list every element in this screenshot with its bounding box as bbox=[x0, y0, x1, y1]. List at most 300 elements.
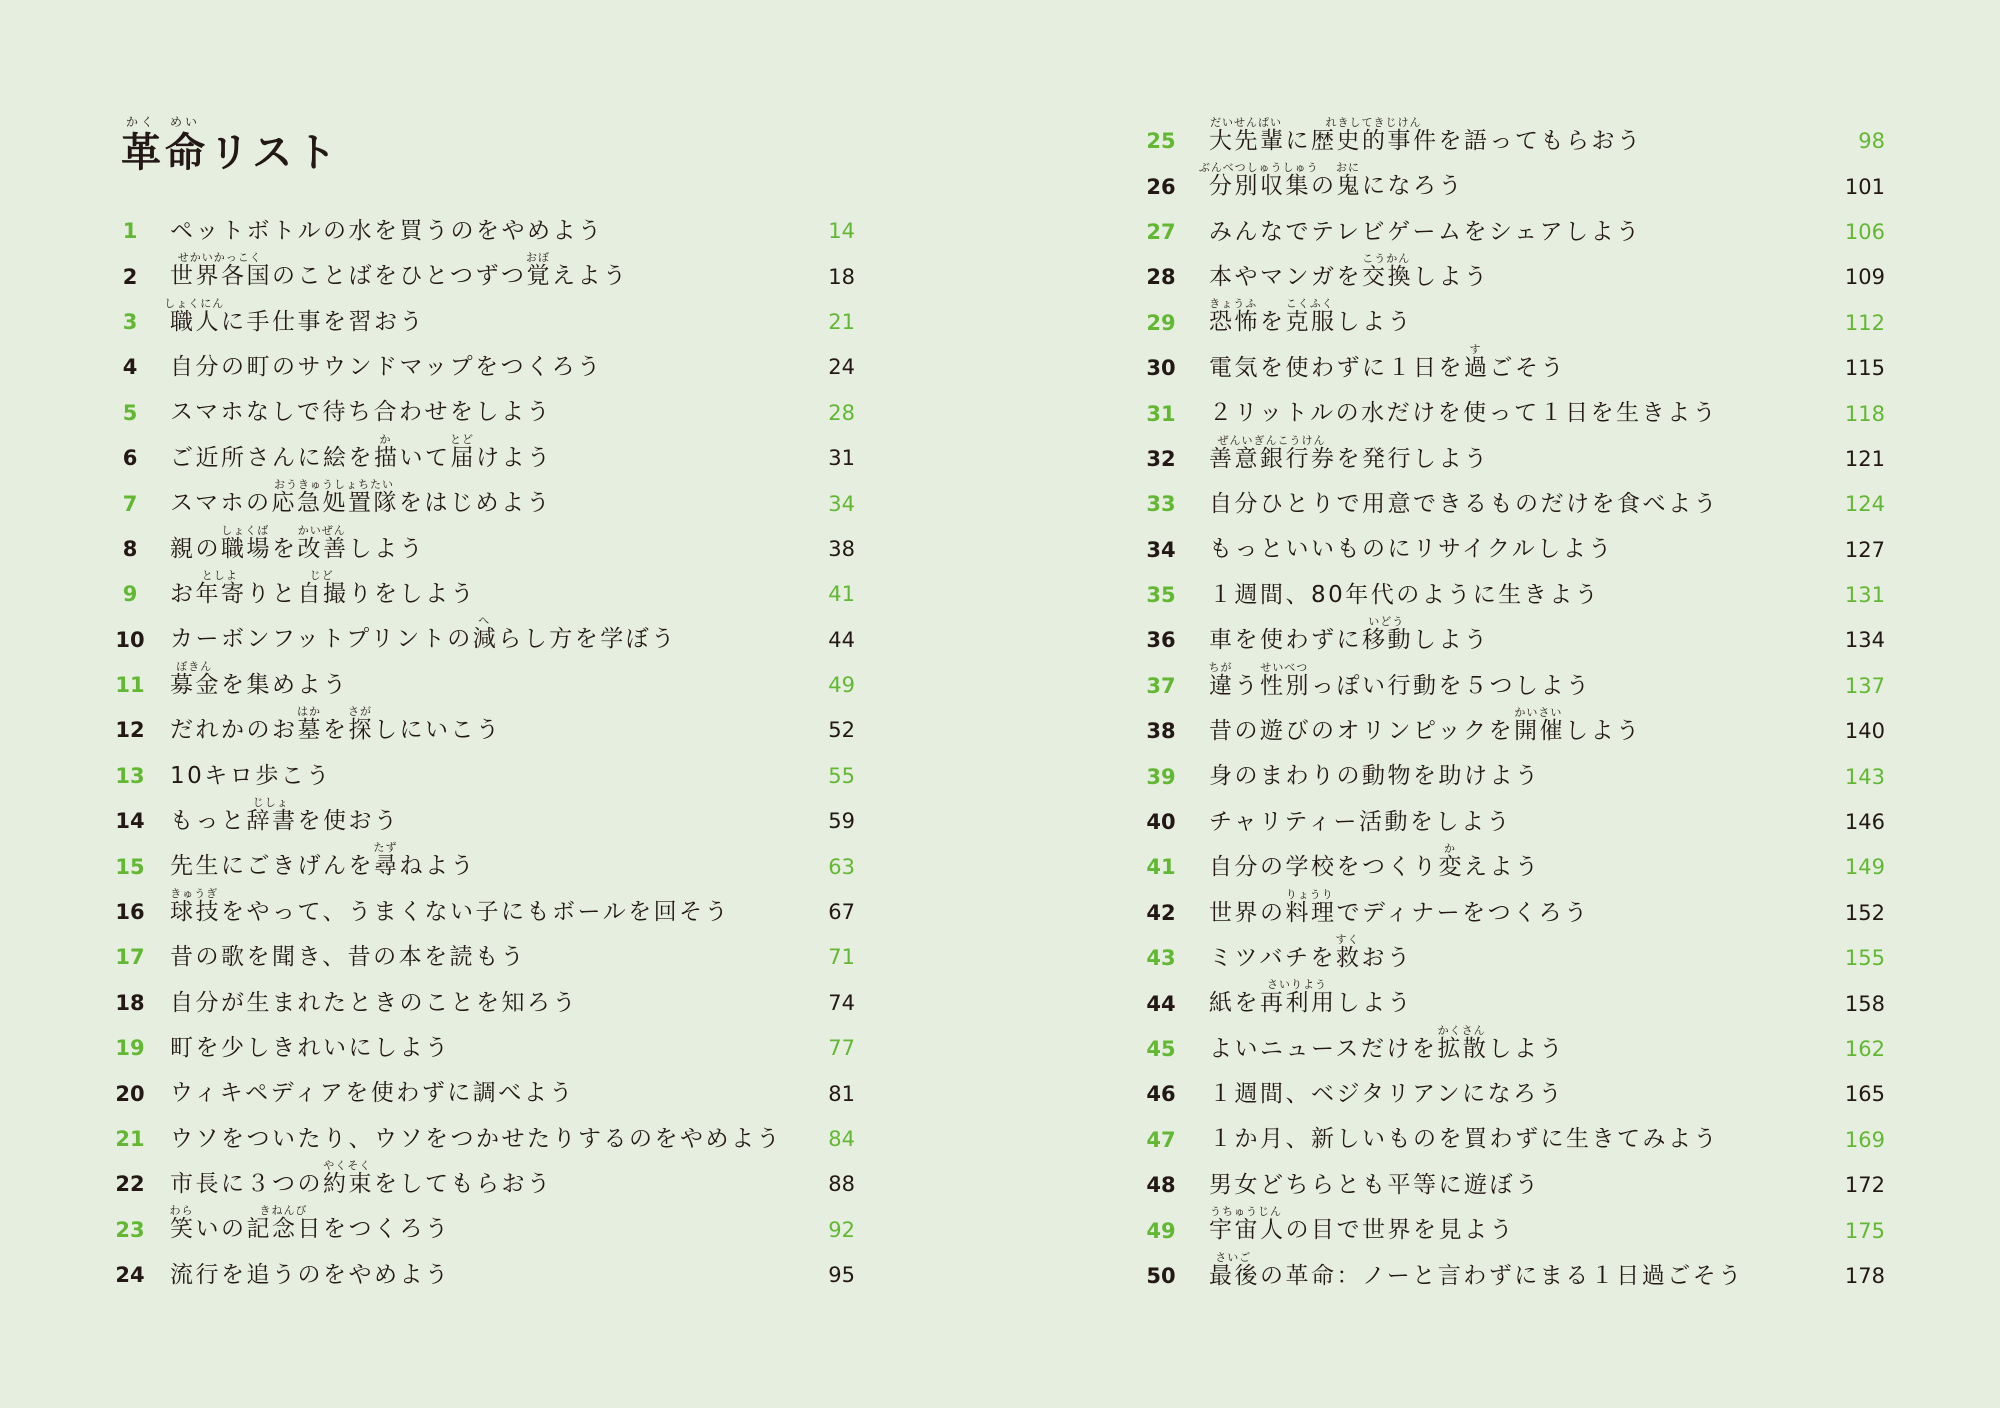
furigana: りょうり bbox=[1285, 887, 1334, 901]
toc-item bbox=[111, 391, 855, 436]
ruby-base: 克服 bbox=[1285, 309, 1337, 336]
ruby-group bbox=[1208, 660, 1235, 699]
ruby-base: 最後 bbox=[1209, 1262, 1260, 1289]
ruby-base: 自撮 bbox=[297, 581, 349, 608]
item-text: １か月、新しいものを買わずに生きてみよう bbox=[1209, 1126, 1719, 1153]
item-number: 24 bbox=[115, 1263, 145, 1288]
page-number: 31 bbox=[828, 446, 855, 471]
item-number: 48 bbox=[1146, 1173, 1176, 1198]
item-title bbox=[1209, 491, 1841, 519]
item-text: チャリティー活動をしよう bbox=[1209, 808, 1513, 835]
item-text: になろう bbox=[1362, 173, 1464, 200]
ruby-base: 交換 bbox=[1362, 264, 1413, 291]
item-text: をはじめよう bbox=[399, 490, 553, 517]
page-number: 63 bbox=[828, 854, 855, 879]
furigana: さいご bbox=[1215, 1250, 1252, 1264]
ruby-base: 尋 bbox=[374, 853, 400, 880]
item-text: りをしよう bbox=[348, 581, 476, 608]
item-number: 44 bbox=[1146, 991, 1176, 1016]
ruby-base: 覚 bbox=[526, 263, 553, 290]
item-text: を集めよう bbox=[221, 671, 349, 698]
item-text: を bbox=[1260, 309, 1286, 336]
ruby-base: 笑 bbox=[170, 1216, 196, 1243]
item-text: う bbox=[1234, 672, 1260, 699]
toc-item bbox=[1142, 433, 1885, 482]
item-number: 29 bbox=[1146, 310, 1176, 335]
item-title bbox=[1209, 1081, 1841, 1109]
item-title bbox=[170, 523, 811, 564]
item-title bbox=[170, 705, 811, 745]
page-number: 67 bbox=[828, 900, 855, 925]
toc-item bbox=[1142, 842, 1885, 890]
item-text: 流行を追うのをやめよう bbox=[170, 1261, 451, 1288]
page-number: 44 bbox=[828, 627, 855, 652]
ruby-group bbox=[1336, 161, 1363, 200]
furigana: きねんび bbox=[259, 1204, 308, 1218]
item-title bbox=[170, 399, 811, 427]
item-text: しよう bbox=[1336, 309, 1413, 336]
page-number: 143 bbox=[1844, 764, 1885, 789]
page-number: 34 bbox=[828, 491, 855, 516]
furigana: とど bbox=[450, 432, 474, 446]
toc-item bbox=[1142, 1072, 1885, 1117]
toc-item bbox=[1142, 210, 1885, 255]
item-text: 車を使わずに bbox=[1209, 627, 1362, 654]
furigana: か bbox=[379, 432, 392, 446]
page-number: 14 bbox=[828, 219, 855, 244]
item-title bbox=[170, 886, 811, 927]
item-number: 12 bbox=[115, 718, 145, 743]
furigana: すく bbox=[1335, 932, 1360, 946]
item-text: ２リットルの水だけを使って１日を生きよう bbox=[1209, 400, 1719, 427]
item-number: 46 bbox=[1146, 1082, 1176, 1107]
ruby-group bbox=[472, 614, 499, 653]
ruby-group bbox=[297, 569, 349, 608]
item-text: ミツバチを bbox=[1209, 944, 1337, 971]
toc-item bbox=[111, 478, 855, 526]
ruby-group bbox=[1260, 660, 1311, 699]
ruby-group bbox=[170, 886, 221, 925]
item-title bbox=[1209, 978, 1841, 1018]
page-number: 112 bbox=[1844, 310, 1885, 335]
page-number: 146 bbox=[1844, 810, 1885, 835]
furigana: へ bbox=[478, 614, 491, 628]
item-number: 42 bbox=[1146, 900, 1176, 925]
item-number: 22 bbox=[115, 1172, 145, 1197]
furigana: はか bbox=[297, 705, 321, 719]
page-number: 28 bbox=[828, 400, 855, 425]
item-number: 1 bbox=[122, 219, 138, 244]
item-text: ご近所さんに絵を bbox=[170, 444, 374, 471]
item-number: 39 bbox=[1146, 764, 1176, 789]
toc-item bbox=[111, 209, 855, 254]
item-text: 先生にごきげんを bbox=[170, 853, 374, 880]
item-text: 男女どちらとも平等に遊ぼう bbox=[1209, 1171, 1541, 1198]
toc-item bbox=[1142, 1023, 1885, 1072]
toc-item bbox=[1142, 660, 1885, 709]
item-number: 9 bbox=[122, 582, 138, 607]
page-number: 121 bbox=[1844, 446, 1885, 471]
ruby-group bbox=[1285, 887, 1337, 926]
item-text: ねよう bbox=[399, 853, 476, 880]
item-title bbox=[170, 795, 811, 836]
page-title bbox=[121, 115, 341, 176]
ruby-base: 再利用 bbox=[1260, 990, 1337, 1017]
item-number: 34 bbox=[1146, 537, 1176, 562]
item-text: 紙を bbox=[1209, 990, 1260, 1017]
ruby-group bbox=[1209, 115, 1286, 154]
item-text: 世界の bbox=[1209, 899, 1286, 926]
page-number: 169 bbox=[1844, 1127, 1885, 1152]
toc-item bbox=[1142, 115, 1885, 164]
item-title bbox=[1209, 115, 1841, 156]
ruby-group bbox=[221, 523, 272, 562]
ruby-base: 辞書 bbox=[246, 807, 298, 834]
item-number: 8 bbox=[122, 536, 138, 561]
ruby-base: 恐怖 bbox=[1209, 309, 1260, 336]
toc-item bbox=[111, 614, 855, 663]
page-number: 124 bbox=[1844, 492, 1885, 517]
item-title bbox=[170, 1262, 811, 1290]
item-title bbox=[1209, 763, 1841, 791]
ruby-base: 墓 bbox=[297, 717, 323, 744]
toc-item bbox=[1142, 297, 1885, 346]
furigana: うちゅうじん bbox=[1210, 1205, 1282, 1219]
ruby-group bbox=[271, 478, 400, 517]
item-number: 5 bbox=[122, 400, 138, 425]
item-text: 自分の学校をつくり bbox=[1209, 854, 1439, 881]
furigana: しょくば bbox=[221, 523, 270, 537]
ruby-base: 探 bbox=[348, 717, 374, 744]
item-text: １週間、ベジタリアンになろう bbox=[1209, 1081, 1565, 1108]
ruby-base: 大先輩 bbox=[1209, 127, 1286, 154]
item-title bbox=[170, 251, 811, 291]
page-number: 162 bbox=[1844, 1037, 1885, 1061]
item-number: 10 bbox=[115, 627, 145, 652]
toc-item bbox=[111, 1253, 855, 1298]
ruby-group bbox=[348, 705, 375, 744]
ruby-group bbox=[374, 432, 400, 471]
furigana: かいぜん bbox=[297, 523, 346, 537]
furigana: じしょ bbox=[252, 795, 289, 809]
item-text: 自分が生まれたときのことを知ろう bbox=[170, 989, 578, 1016]
item-number: 30 bbox=[1146, 356, 1176, 381]
furigana: じど bbox=[309, 569, 334, 583]
item-text: えよう bbox=[552, 263, 629, 290]
item-title bbox=[170, 432, 811, 473]
item-text: けよう bbox=[476, 444, 553, 471]
item-title bbox=[170, 218, 811, 246]
toc-item bbox=[1142, 342, 1885, 391]
furigana: いどう bbox=[1368, 615, 1405, 629]
item-text: しよう bbox=[1413, 264, 1490, 291]
item-title bbox=[1209, 1250, 1841, 1291]
toc-item bbox=[1142, 754, 1885, 799]
toc-item bbox=[111, 841, 855, 889]
furigana: めい bbox=[169, 115, 200, 129]
furigana: せかいかっこく bbox=[177, 251, 262, 265]
item-text: を使おう bbox=[297, 807, 400, 834]
item-text: ウソをついたり、ウソをつかせたりするのをやめよう bbox=[170, 1125, 782, 1152]
item-title bbox=[170, 990, 811, 1018]
item-title bbox=[1209, 252, 1841, 292]
item-number: 28 bbox=[1146, 265, 1176, 290]
toc-item bbox=[1142, 161, 1885, 209]
page-number: 118 bbox=[1844, 401, 1885, 426]
toc-item bbox=[111, 935, 855, 980]
page-number: 101 bbox=[1844, 174, 1885, 199]
ruby-base: 届 bbox=[450, 444, 476, 471]
toc-item bbox=[111, 1159, 855, 1207]
item-number: 38 bbox=[1146, 719, 1176, 744]
item-title bbox=[1209, 887, 1841, 928]
item-number: 43 bbox=[1146, 946, 1176, 971]
furigana: やくそく bbox=[323, 1159, 372, 1173]
item-text: えよう bbox=[1464, 854, 1541, 881]
item-title bbox=[1209, 1023, 1841, 1064]
item-title bbox=[1209, 1172, 1841, 1200]
item-text: しよう bbox=[1413, 627, 1490, 654]
item-number: 13 bbox=[115, 763, 145, 788]
ruby-group bbox=[1311, 115, 1439, 154]
furigana: こうかん bbox=[1362, 252, 1411, 266]
item-number: 21 bbox=[115, 1127, 145, 1151]
furigana: かくさん bbox=[1437, 1023, 1486, 1037]
ruby-base: 約束 bbox=[323, 1171, 374, 1198]
item-text: おう bbox=[1361, 944, 1413, 971]
page-number: 38 bbox=[828, 536, 855, 561]
item-text: の bbox=[1311, 173, 1337, 200]
toc-item bbox=[111, 1117, 855, 1162]
item-text: みんなでテレビゲームをシェアしよう bbox=[1209, 218, 1642, 245]
item-title bbox=[170, 1159, 811, 1199]
ruby-group bbox=[1260, 978, 1337, 1017]
furigana: ぼきん bbox=[176, 659, 213, 673]
ruby-group bbox=[1285, 297, 1337, 336]
toc-item bbox=[1142, 932, 1885, 981]
furigana: さいりよう bbox=[1267, 978, 1327, 992]
ruby-group bbox=[170, 251, 272, 290]
item-title bbox=[170, 569, 811, 609]
item-number: 41 bbox=[1146, 855, 1176, 880]
item-text: 市長に３つの bbox=[170, 1171, 323, 1198]
furigana: かいさい bbox=[1514, 705, 1563, 719]
ruby-base: 過 bbox=[1464, 354, 1490, 381]
page-number: 52 bbox=[828, 718, 855, 743]
toc-item bbox=[1142, 252, 1885, 300]
page-number: 152 bbox=[1844, 900, 1885, 925]
item-title bbox=[1198, 161, 1841, 201]
item-text: をしてもらおう bbox=[374, 1171, 553, 1198]
page-number: 178 bbox=[1844, 1263, 1885, 1288]
toc-item bbox=[1142, 887, 1885, 936]
toc-item bbox=[1142, 1250, 1885, 1299]
ruby-base: 球技 bbox=[170, 898, 221, 925]
item-number: 40 bbox=[1146, 810, 1176, 835]
ruby-base: 革 bbox=[121, 130, 165, 176]
item-text: カーボンフットプリントの bbox=[170, 626, 473, 653]
item-title bbox=[1209, 932, 1841, 973]
ruby-base: 鬼 bbox=[1336, 173, 1362, 200]
item-title bbox=[1209, 582, 1841, 610]
item-number: 20 bbox=[115, 1081, 145, 1106]
ruby-group bbox=[1514, 705, 1566, 744]
toc-item bbox=[111, 296, 855, 345]
furigana: ぜんいぎんこうけん bbox=[1217, 433, 1326, 447]
page-number: 137 bbox=[1844, 673, 1885, 698]
ruby-base: 性別 bbox=[1260, 672, 1311, 699]
furigana: しょくにん bbox=[164, 296, 225, 310]
item-number: 33 bbox=[1146, 492, 1176, 517]
ruby-base: 職場 bbox=[221, 535, 272, 562]
toc-item bbox=[1142, 615, 1885, 663]
item-text: 10キロ歩こう bbox=[170, 762, 332, 789]
ruby-group bbox=[323, 1159, 374, 1198]
item-title bbox=[164, 296, 811, 337]
page-number: 155 bbox=[1844, 946, 1885, 971]
ruby-base: 年寄 bbox=[195, 581, 247, 608]
ruby-base: 命 bbox=[165, 130, 209, 176]
item-text: っぽい行動を５つしよう bbox=[1311, 672, 1592, 699]
page-number: 92 bbox=[828, 1217, 855, 1242]
item-text: ウィキペディアを使わずに調べよう bbox=[170, 1080, 575, 1107]
ruby-group bbox=[169, 1204, 196, 1243]
furigana: としよ bbox=[201, 569, 238, 583]
item-title bbox=[1209, 219, 1841, 247]
ruby-group bbox=[450, 432, 477, 471]
ruby-group bbox=[1362, 252, 1413, 291]
item-title bbox=[1209, 297, 1841, 337]
item-text: 昔の歌を聞き、昔の本を読もう bbox=[170, 944, 527, 971]
toc-item bbox=[1142, 978, 1885, 1026]
item-title bbox=[1209, 842, 1841, 882]
right-column-list bbox=[1142, 115, 1885, 1299]
page-number: 24 bbox=[828, 355, 855, 380]
item-text: を bbox=[272, 535, 298, 562]
furigana: ぶんべつしゅうしゅう bbox=[1198, 161, 1319, 175]
page-number: 140 bbox=[1844, 719, 1885, 744]
item-number: 14 bbox=[115, 809, 145, 834]
item-text: に手仕事を習おう bbox=[221, 308, 425, 335]
toc-item bbox=[111, 569, 855, 617]
item-number: 16 bbox=[115, 900, 145, 925]
toc-item bbox=[111, 1204, 855, 1253]
toc-item bbox=[111, 981, 855, 1026]
item-text: 親の bbox=[170, 535, 221, 562]
page-number: 149 bbox=[1844, 855, 1885, 880]
furigana: たず bbox=[373, 841, 398, 855]
item-title bbox=[170, 478, 811, 518]
item-text: 自分の町のサウンドマップをつくろう bbox=[170, 354, 603, 381]
toc-item bbox=[1142, 1118, 1885, 1163]
toc-item bbox=[1142, 1163, 1885, 1208]
ruby-base: 職人 bbox=[170, 308, 221, 335]
page-number: 84 bbox=[828, 1127, 855, 1151]
toc-item bbox=[111, 886, 855, 935]
furigana: ちが bbox=[1208, 660, 1233, 674]
left-column-list bbox=[111, 209, 855, 1298]
furigana: れきしてきじけん bbox=[1325, 115, 1422, 129]
item-text: しにいこう bbox=[374, 717, 502, 744]
page-number: 115 bbox=[1844, 356, 1885, 381]
item-title bbox=[1209, 615, 1841, 655]
ruby-base: 料理 bbox=[1285, 899, 1337, 926]
furigana: す bbox=[1469, 342, 1482, 356]
ruby-group bbox=[165, 115, 209, 176]
item-number: 18 bbox=[115, 990, 145, 1015]
page-number: 49 bbox=[828, 673, 855, 698]
item-title bbox=[170, 354, 811, 382]
page-number: 77 bbox=[828, 1036, 855, 1061]
item-number: 4 bbox=[122, 355, 138, 380]
toc-item bbox=[1142, 800, 1885, 845]
item-number: 37 bbox=[1146, 673, 1176, 698]
ruby-group bbox=[170, 659, 221, 698]
toc-item bbox=[1142, 1205, 1885, 1253]
ruby-group bbox=[373, 841, 400, 880]
item-number: 50 bbox=[1146, 1263, 1176, 1288]
item-number: 3 bbox=[122, 309, 138, 334]
item-text: の目で世界を見よう bbox=[1285, 1217, 1515, 1244]
item-text: に bbox=[1285, 127, 1311, 154]
item-text: お bbox=[170, 581, 196, 608]
item-number: 15 bbox=[115, 854, 145, 879]
item-title bbox=[1209, 536, 1841, 564]
ruby-group bbox=[1438, 842, 1465, 881]
item-number: 49 bbox=[1146, 1218, 1176, 1243]
item-number: 17 bbox=[115, 945, 145, 970]
furigana: さが bbox=[348, 705, 372, 719]
ruby-group bbox=[526, 251, 553, 290]
item-text: 身のまわりの動物を助けよう bbox=[1209, 763, 1541, 790]
item-title bbox=[1208, 660, 1841, 701]
page-number: 74 bbox=[828, 990, 855, 1015]
item-title bbox=[170, 1080, 811, 1108]
page-number: 41 bbox=[828, 582, 855, 607]
item-title bbox=[1209, 705, 1841, 746]
ruby-base: 歴史的事件 bbox=[1311, 127, 1439, 154]
ruby-group bbox=[297, 523, 349, 562]
toc-item bbox=[1142, 528, 1885, 573]
item-text: もっといいものにリサイクルしよう bbox=[1209, 536, 1614, 563]
ruby-base: 違 bbox=[1209, 672, 1235, 699]
ruby-group bbox=[246, 1204, 324, 1243]
ruby-base: 宇宙人 bbox=[1209, 1217, 1286, 1244]
item-text: を発行しよう bbox=[1336, 445, 1490, 472]
page-number: 172 bbox=[1844, 1173, 1885, 1198]
item-text: りと bbox=[246, 581, 298, 608]
item-title bbox=[170, 841, 811, 881]
toc-item bbox=[111, 251, 855, 299]
item-text: を bbox=[323, 717, 349, 744]
item-text: しよう bbox=[1565, 717, 1642, 744]
item-text: でディナーをつくろう bbox=[1336, 899, 1590, 926]
furigana: おに bbox=[1336, 161, 1360, 175]
ruby-group bbox=[1362, 615, 1413, 654]
ruby-base: 減 bbox=[472, 626, 499, 653]
item-text: のことばをひとつずつ bbox=[272, 263, 527, 290]
ruby-base: 善意銀行券 bbox=[1209, 445, 1337, 472]
ruby-base: 移動 bbox=[1362, 627, 1413, 654]
item-number: 11 bbox=[115, 673, 145, 698]
toc-item bbox=[111, 705, 855, 753]
ruby-group bbox=[195, 569, 247, 608]
item-text: をつくろう bbox=[323, 1216, 451, 1243]
toc-item bbox=[111, 432, 855, 481]
furigana: おぼ bbox=[526, 251, 551, 265]
item-number: 36 bbox=[1146, 628, 1176, 653]
item-text: 町を少しきれいにしよう bbox=[170, 1034, 451, 1061]
